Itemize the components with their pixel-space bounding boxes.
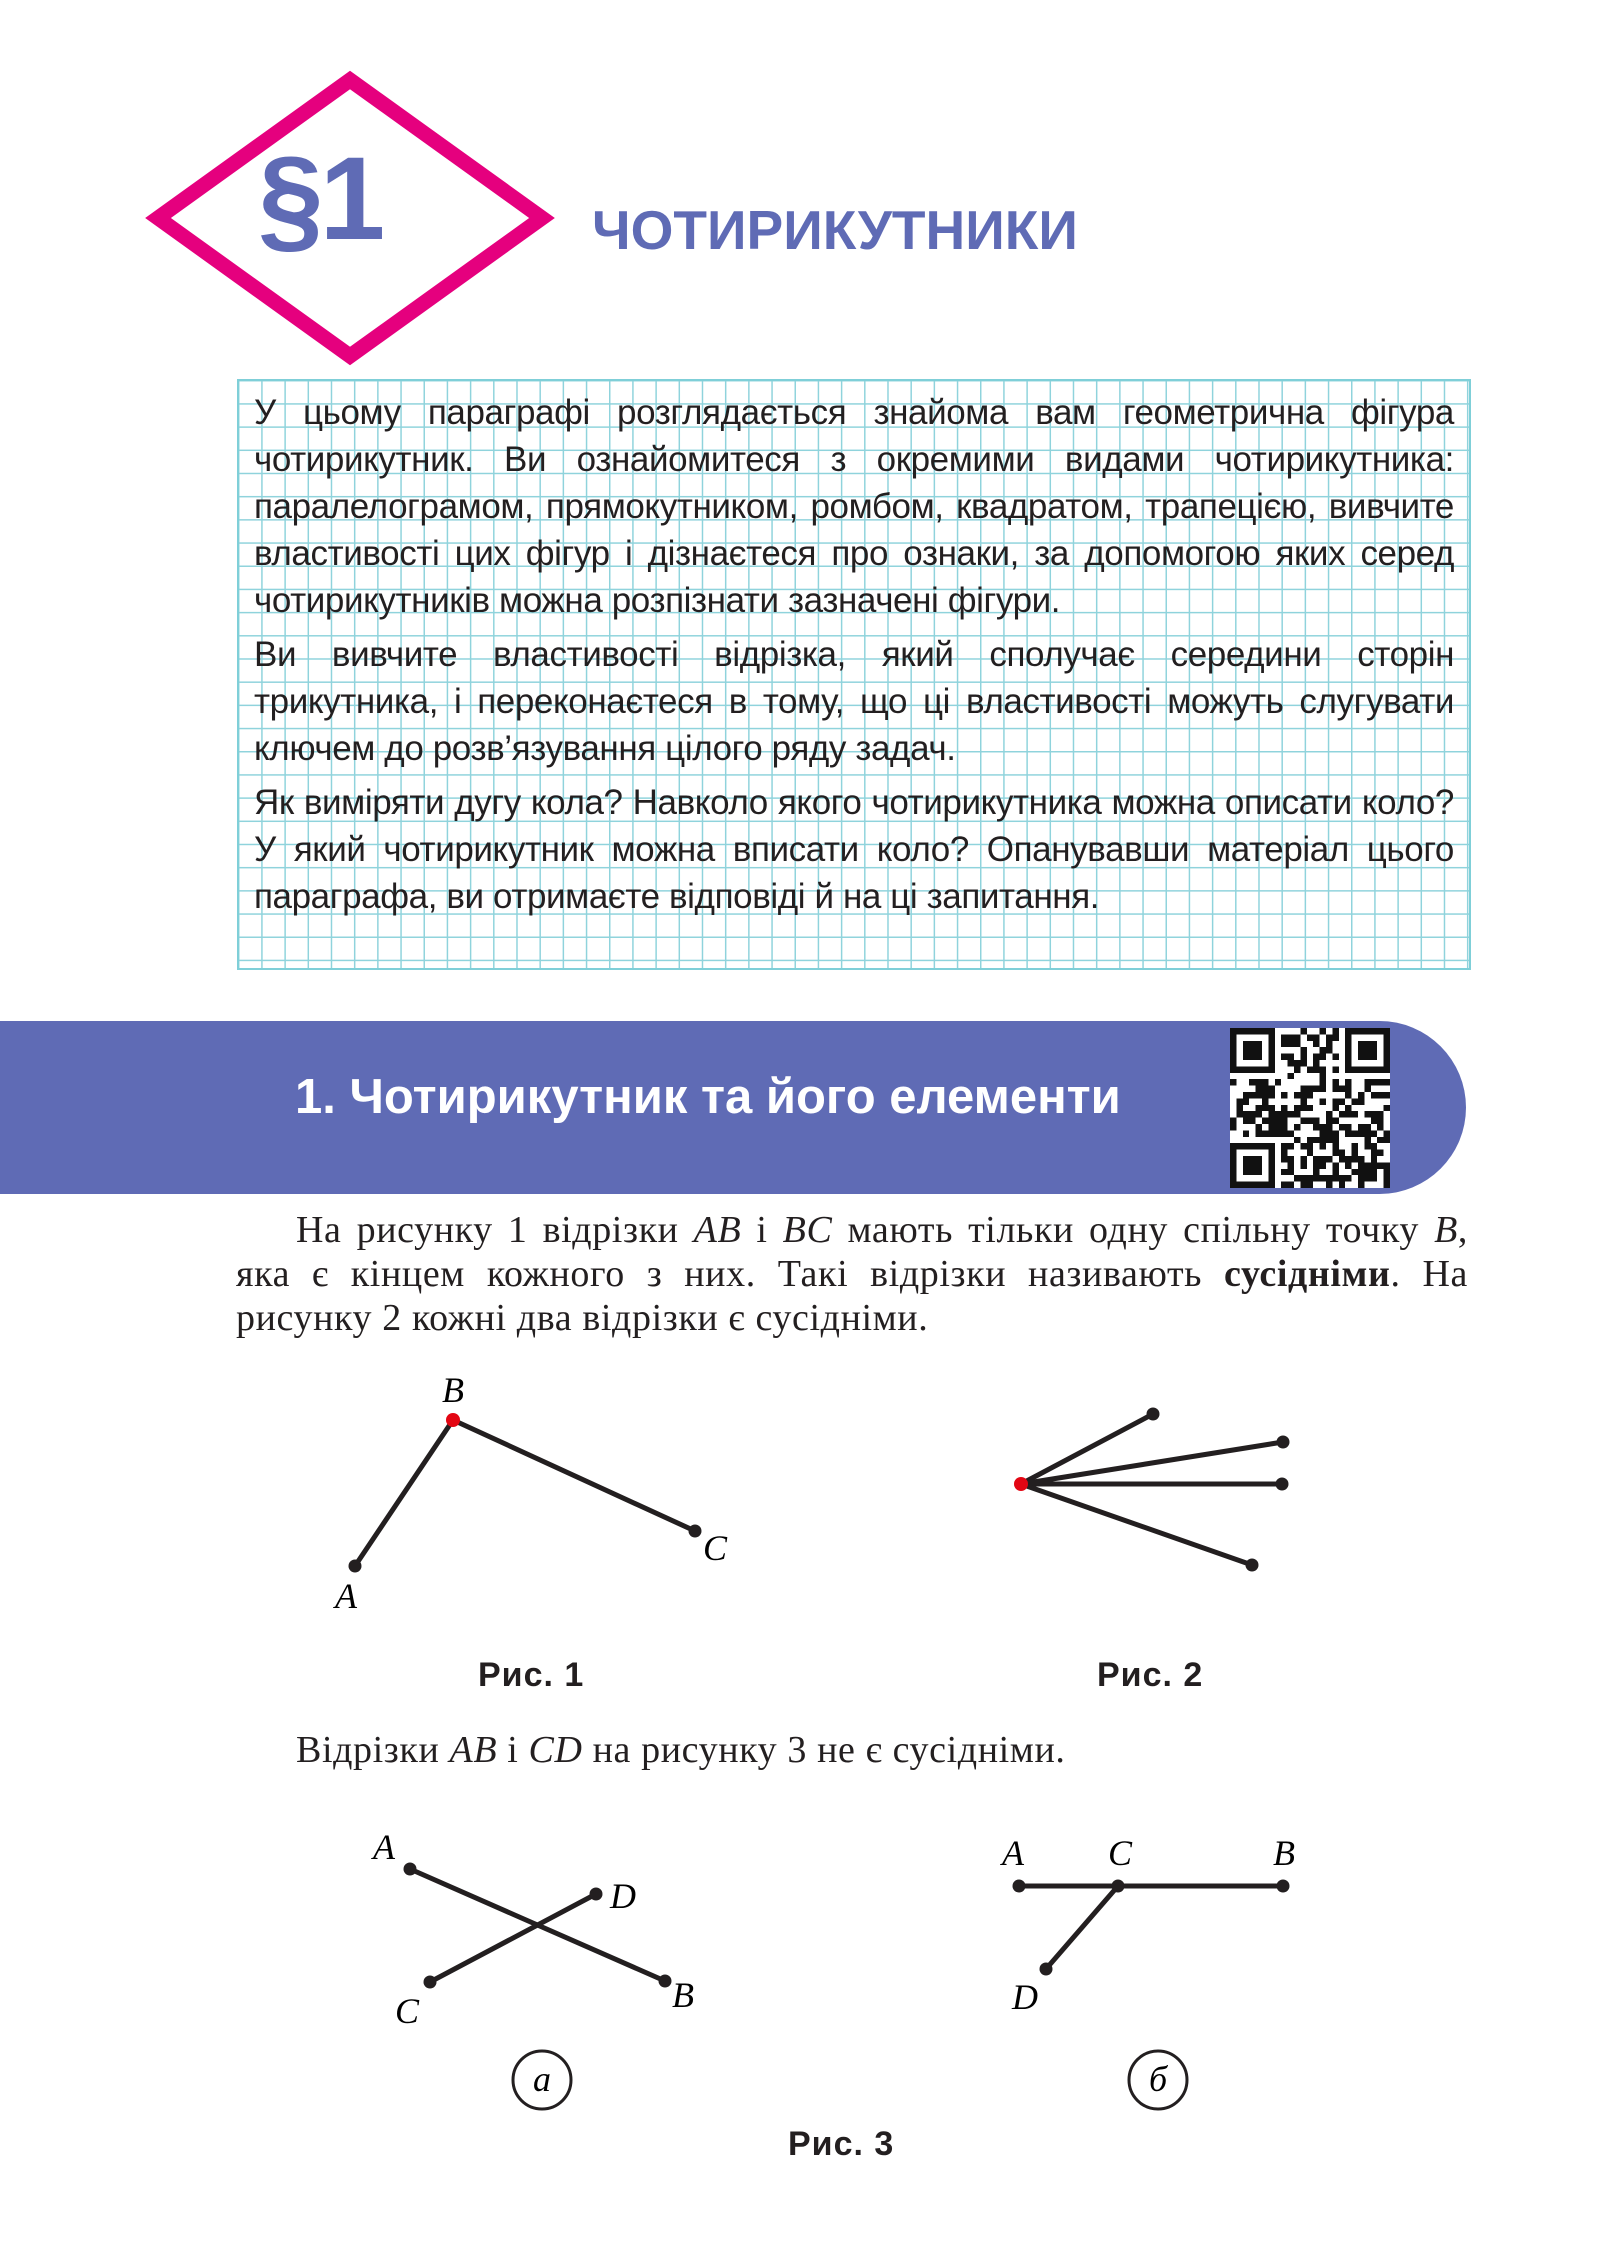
point-c bbox=[689, 1525, 702, 1538]
endpoint bbox=[1147, 1408, 1160, 1421]
point-a bbox=[1013, 1880, 1026, 1893]
label-d: D bbox=[610, 1876, 636, 1916]
figure-2-caption: Рис. 2 bbox=[1097, 1656, 1204, 1694]
segment-ab: AB bbox=[693, 1209, 742, 1251]
subfigure-tag-b: б bbox=[1148, 2059, 1168, 2099]
common-point-b bbox=[446, 1413, 460, 1427]
label-c: C bbox=[703, 1528, 728, 1568]
text: мають тільки одну спільну точку bbox=[832, 1209, 1435, 1251]
section-number: §1 bbox=[258, 133, 382, 265]
figure-1 bbox=[320, 1368, 760, 1628]
ray-4 bbox=[1021, 1484, 1252, 1565]
common-point bbox=[1014, 1477, 1028, 1491]
segment-bc: BC bbox=[782, 1209, 833, 1251]
endpoint bbox=[1276, 1478, 1289, 1491]
figure-2 bbox=[980, 1390, 1320, 1590]
body-paragraph-1 bbox=[236, 1208, 1468, 1340]
endpoint bbox=[1277, 1436, 1290, 1449]
text: . На рисунку 2 кожні два відрізки є сусідніми. bbox=[236, 1253, 1468, 1339]
text: і bbox=[741, 1209, 783, 1251]
intro-paragraph-1: У цьому параграфі розглядається знайома вам геометрична фігура чотирикутник. Ви ознайомитеся з окремими видами чотирикутника: паралелограмом, прямокутником, ромбом, квадратом, трапецією, вивчите властивості цих фігур і дізнаєтеся про ознаки, за допомогою яких серед чотирикутників можна розпізнати зазначені фігури. bbox=[254, 393, 1454, 620]
intro-paragraph-2: Ви вивчите властивості відрізка, який сполучає середини сторін трикутника, і переконаєтеся в тому, що ці властивості можуть слугувати ключем до розв’язування цілого ряду задач. bbox=[254, 635, 1454, 768]
point-c bbox=[1112, 1880, 1125, 1893]
text: Відрізки bbox=[296, 1729, 450, 1771]
figure-3b bbox=[990, 1825, 1330, 2125]
term-adjacent: сусідніми bbox=[1224, 1253, 1391, 1295]
segment-cd: CD bbox=[528, 1729, 583, 1771]
intro-box bbox=[237, 379, 1471, 970]
point-b bbox=[659, 1975, 672, 1988]
qr-code[interactable] bbox=[1230, 1028, 1390, 1188]
point-a bbox=[404, 1863, 417, 1876]
point-c bbox=[424, 1976, 437, 1989]
label-d: D bbox=[1012, 1977, 1038, 2017]
intro-paragraph-3: Як виміряти дугу кола? Навколо якого чотирикутника можна описати коло? У який чотирикутник можна вписати коло? Опанувавши матеріал цього параграфа, ви отримаєте відповіді й на ці запитання. bbox=[254, 783, 1454, 916]
chapter-title: ЧОТИРИКУТНИКИ bbox=[592, 199, 1078, 261]
figure-1-caption: Рис. 1 bbox=[478, 1656, 585, 1694]
label-c: C bbox=[1108, 1833, 1133, 1873]
text: на рисунку 3 не є сусідніми. bbox=[582, 1729, 1066, 1771]
text: і bbox=[497, 1729, 529, 1771]
label-b: B bbox=[1273, 1833, 1295, 1873]
segment-cd-line bbox=[1046, 1886, 1118, 1969]
point-b bbox=[1277, 1880, 1290, 1893]
point-a bbox=[349, 1560, 362, 1573]
segment-ab: AB bbox=[449, 1729, 498, 1771]
section-title: 1. Чотирикутник та його елементи bbox=[295, 1070, 1121, 1124]
label-c: C bbox=[395, 1991, 420, 2031]
label-a: A bbox=[335, 1576, 357, 1616]
segment-ab-line bbox=[355, 1420, 453, 1566]
text: , яка є кінцем кожного з них. Такі відрізки називають bbox=[236, 1209, 1468, 1295]
endpoint bbox=[1246, 1559, 1259, 1572]
point-d bbox=[1040, 1963, 1053, 1976]
label-b: B bbox=[672, 1975, 694, 2015]
label-a: A bbox=[1002, 1833, 1024, 1873]
label-a: A bbox=[373, 1827, 395, 1867]
point-d bbox=[590, 1888, 603, 1901]
figure-3-caption: Рис. 3 bbox=[788, 2125, 895, 2163]
body-paragraph-2 bbox=[296, 1728, 1065, 1772]
label-b: B bbox=[442, 1370, 464, 1410]
text: На рисунку 1 відрізки bbox=[296, 1209, 694, 1251]
figure-3a bbox=[370, 1825, 730, 2125]
segment-bc-line bbox=[453, 1420, 695, 1531]
point-b: B bbox=[1434, 1209, 1458, 1251]
subfigure-tag-a: а bbox=[533, 2059, 551, 2099]
